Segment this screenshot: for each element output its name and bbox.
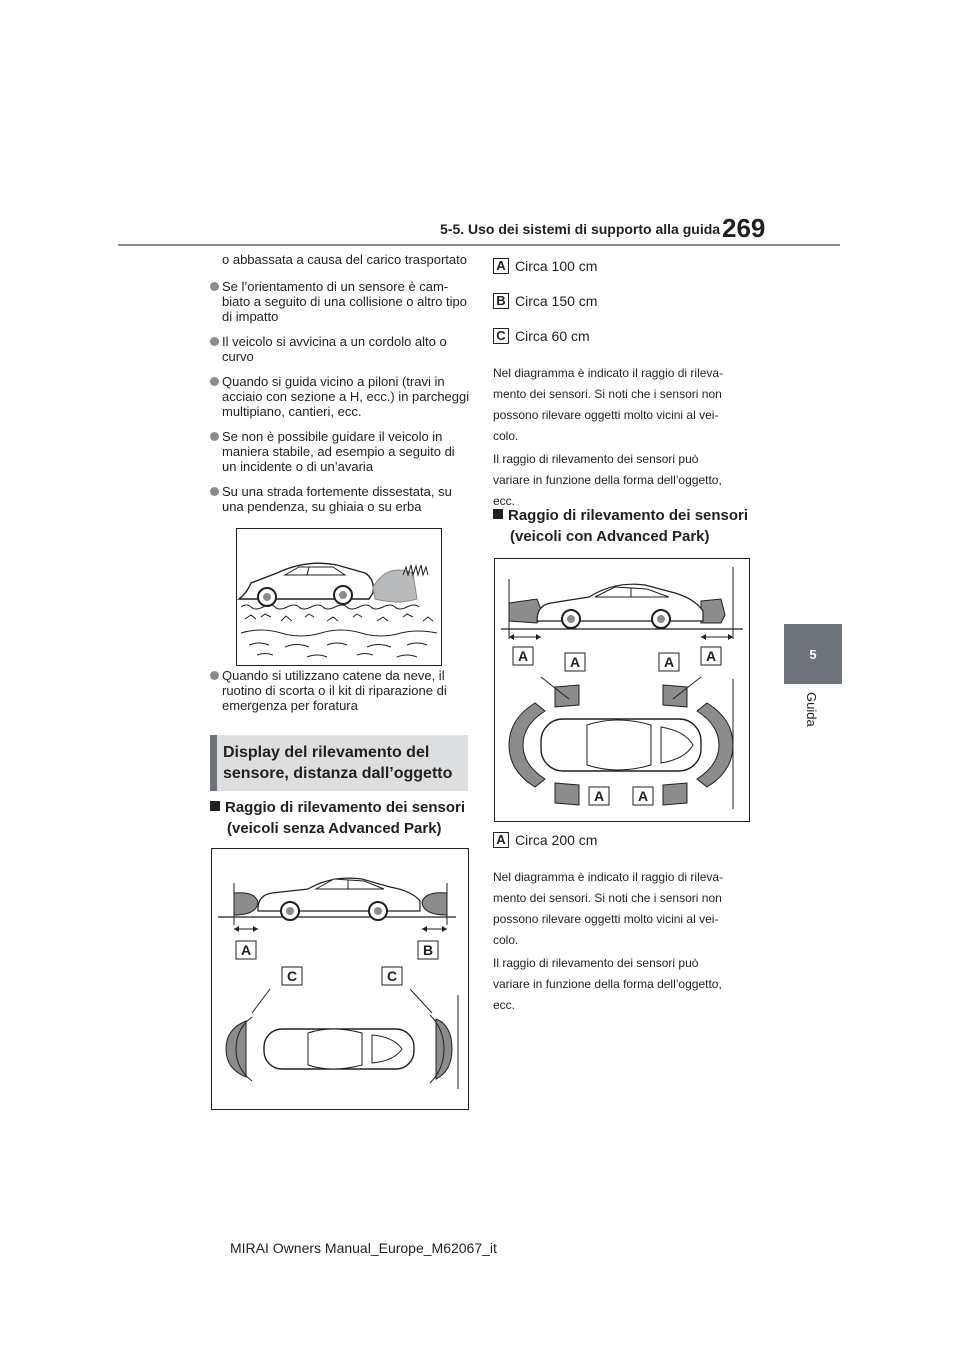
legend-item [493, 832, 763, 848]
bullet-dot-icon [210, 671, 219, 680]
bullet-dot-icon [210, 282, 219, 291]
chapter-side-label [784, 688, 842, 748]
left-column [210, 252, 472, 524]
square-bullet-icon [210, 801, 220, 811]
chapter-tab-number: 5 [809, 646, 817, 662]
legend-text: Circa 60 cm [515, 328, 590, 344]
label-a: A [663, 654, 675, 670]
label-c-front: C [286, 968, 298, 984]
sensor-range-diagram-standard [211, 848, 469, 1110]
label-a: A [517, 648, 529, 664]
header-rule [118, 244, 840, 246]
label-c-rear: C [386, 968, 398, 984]
legend-letter: C [493, 328, 509, 344]
list-item: Quando si guida vicino a piloni (travi in acciaio con sezione a H, ecc.) in parcheggi multipiano, cantieri, ecc. [210, 374, 472, 419]
subheading-with-advanced-park: Raggio di rilevamento dei sensori (veicoli con Advanced Park) [493, 505, 748, 547]
footer-document-id: MIRAI Owners Manual_Europe_M62067_it [230, 1240, 497, 1256]
section-heading: Display del rilevamento del sensore, distanza dall’oggetto [210, 735, 468, 791]
page-number: 269 [722, 213, 766, 243]
continued-bullet-text: o abbassata a causa del carico trasportato [222, 252, 467, 267]
list-item: Su una strada fortemente dissestata, su una pendenza, su ghiaia o su erba [210, 484, 472, 514]
bullet-dot-icon [210, 337, 219, 346]
square-bullet-icon [493, 509, 503, 519]
label-a: A [593, 788, 605, 804]
legend-text: Circa 100 cm [515, 258, 598, 274]
bullet-dot-icon [210, 487, 219, 496]
paragraph-detection-range: Nel diagramma è indicato il raggio di rileva- mento dei sensori. Si noti che i sensori non possono rilevare oggetti molto vicini al vei- colo. [493, 870, 724, 947]
legend-letter: A [493, 258, 509, 274]
paragraph-detection-range: Nel diagramma è indicato il raggio di rileva- mento dei sensori. Si noti che i sensori non possono rilevare oggetti molto vicini al vei- colo. [493, 366, 724, 443]
car-on-rough-road-icon [237, 529, 441, 665]
label-a: A [569, 654, 581, 670]
rough-terrain-illustration [236, 528, 442, 666]
list-item: Se l’orientamento di un sensore è cam-biato a seguito di una collisione o altro tipo di impatto [210, 279, 472, 324]
legend-letter: A [493, 832, 509, 848]
label-b-side-view: B [422, 942, 434, 958]
bullet-after-illustration [210, 668, 472, 723]
legend-letter: B [493, 293, 509, 309]
legend-item [493, 293, 763, 309]
paragraph-range-variation: Il raggio di rilevamento dei sensori può variare in funzione della forma dell’oggetto, ecc. [493, 452, 722, 508]
chapter-title: 5-5. Uso dei sistemi di supporto alla guida [440, 221, 721, 237]
right-column [493, 258, 763, 514]
legend-text: Circa 200 cm [515, 832, 598, 848]
list-item: Quando si utilizzano catene da neve, il ruotino di scorta o il kit di riparazione di emergenza per foratura [210, 668, 472, 713]
condition-list [210, 279, 472, 514]
legend-item [493, 328, 763, 344]
bullet-dot-icon [210, 377, 219, 386]
chapter-side-label-text: Guida [804, 692, 819, 727]
legend-advanced-park [493, 832, 763, 1018]
chapter-tab [784, 624, 842, 684]
label-a-side-view: A [240, 942, 252, 958]
legend-text: Circa 150 cm [515, 293, 598, 309]
subheading-without-advanced-park: Raggio di rilevamento dei sensori (veicoli senza Advanced Park) [210, 797, 465, 839]
sensor-range-diagram-advanced-park [494, 558, 750, 822]
paragraph-range-variation: Il raggio di rilevamento dei sensori può variare in funzione della forma dell’oggetto, ecc. [493, 956, 722, 1012]
label-a: A [637, 788, 649, 804]
legend-item [493, 258, 763, 274]
label-a: A [705, 648, 717, 664]
list-item: Il veicolo si avvicina a un cordolo alto o curvo [210, 334, 472, 364]
bullet-dot-icon [210, 432, 219, 441]
list-item: Se non è possibile guidare il veicolo in maniera stabile, ad esempio a seguito di un incidente o di un’avaria [210, 429, 472, 474]
